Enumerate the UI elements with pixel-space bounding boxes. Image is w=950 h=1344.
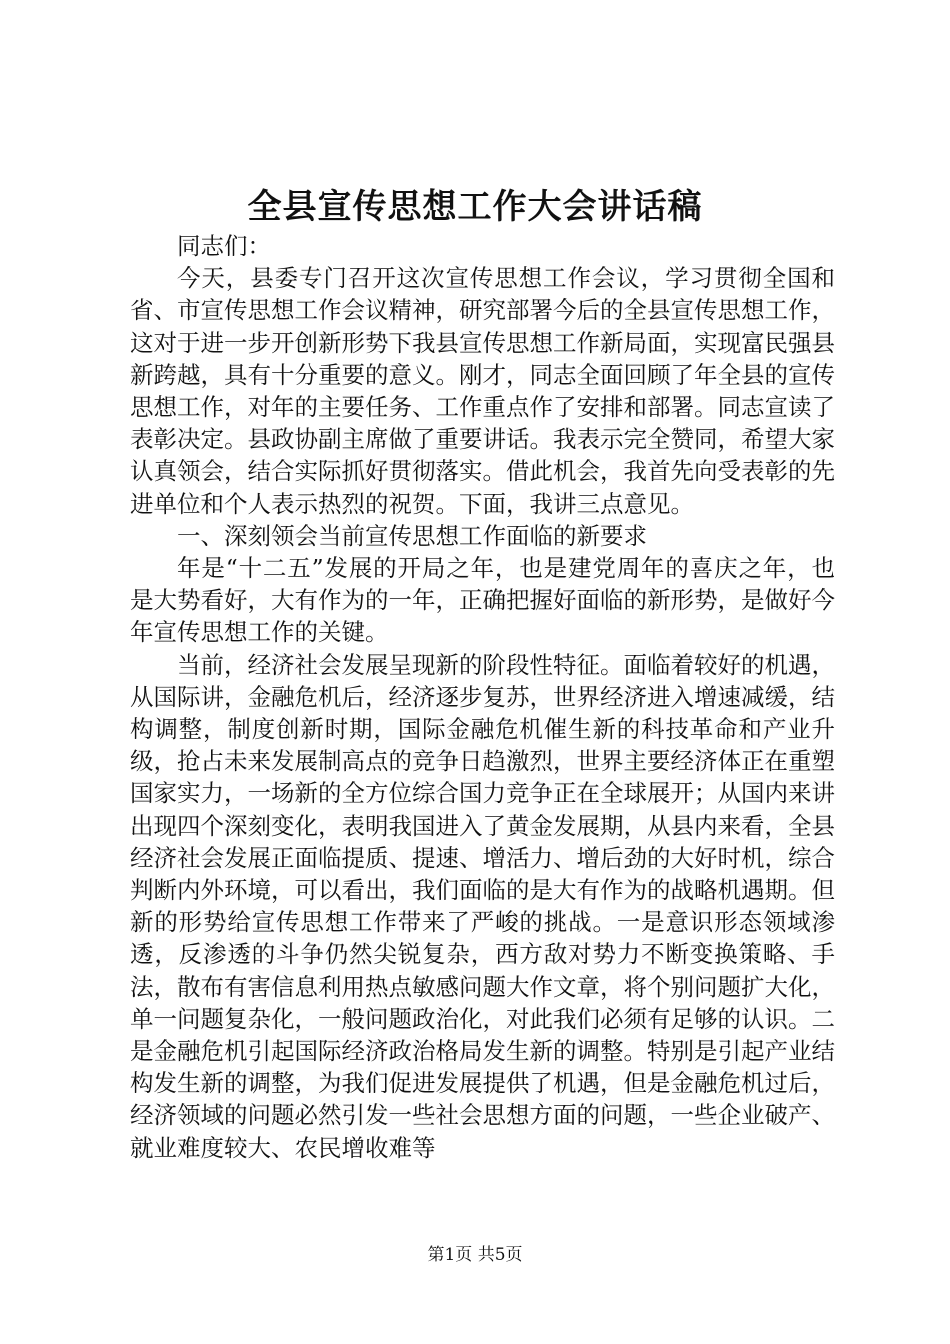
document-title: 全县宣传思想工作大会讲话稿 bbox=[247, 187, 703, 227]
body-paragraph: 当前，经济社会发展呈现新的阶段性特征。面临着较好的机遇，从国际讲，金融危机后，经济逐步复苏，世界经济进入增速减缓，结构调整，制度创新时期，国际金融危机催生新的科技革命和产业升级，抢占未来发展制高点的竞争日趋激烈，世界主要经济体正在重塑国家实力，一场新的全方位综合国力竞争正在全球展开；从国内来讲出现四个深刻变化，表明我国进入了黄金发展期，从县内来看，全县经济社会发展正面临提质、提速、增活力、增后劲的大好时机，综合判断内外环境，可以看出，我们面临的是大有作为的战略机遇期。但新的形势给宣传思想工作带来了严峻的挑战。一是意识形态领域渗透，反渗透的斗争仍然尖锐复杂，西方敌对势力不断变换策略、手法，散布有害信息利用热点敏感问题大作文章，将个别问题扩大化，单一问题复杂化，一般问题政治化，对此我们必须有足够的认识。二是金融危机引起国际经济政治格局发生新的调整。特别是引起产业结构发生新的调整，为我们促进发展提供了机遇，但是金融危机过后，经济领域的问题必然引发一些社会思想方面的问题，一些企业破产、就业难度较大、农民增收难等 bbox=[130, 650, 835, 1162]
document-body bbox=[130, 230, 835, 1164]
section-heading: 一、深刻领会当前宣传思想工作面临的新要求 bbox=[177, 521, 647, 550]
body-paragraph: 今天，县委专门召开这次宣传思想工作会议，学习贯彻全国和省、市宣传思想工作会议精神，研究部署今后的全县宣传思想工作，这对于进一步开创新形势下我县宣传思想工作新局面，实现富民强县新跨越，具有十分重要的意义。刚才，同志全面回顾了年全县的宣传思想工作，对年的主要任务、工作重点作了安排和部署。同志宣读了表彰决定。县政协副主席做了重要讲话。我表示完全赞同，希望大家认真领会，结合实际抓好贯彻落实。借此机会，我首先向受表彰的先进单位和个人表示热烈的祝贺。下面，我讲三点意见。 bbox=[130, 264, 835, 518]
salutation-paragraph: 同志们： bbox=[177, 232, 271, 260]
page-footer: 第1页 共5页 bbox=[427, 1245, 523, 1265]
body-paragraph: 年是“十二五”发展的开局之年，也是建党周年的喜庆之年，也是大势看好，大有作为的一年，正确把握好面临的新形势，是做好今年宣传思想工作的关键。 bbox=[130, 554, 835, 647]
